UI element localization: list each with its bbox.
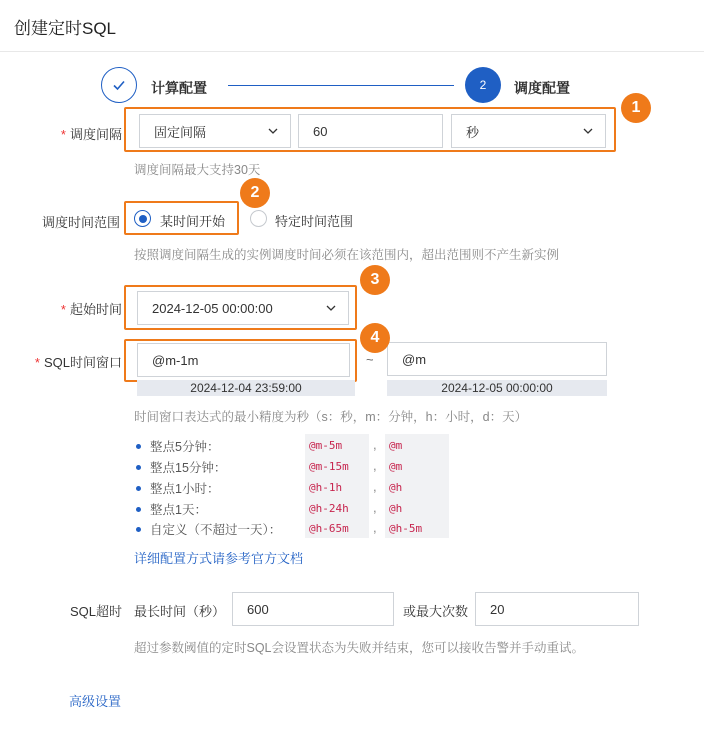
step-1-label: 计算配置: [151, 80, 207, 96]
example-from: @h-65m: [309, 522, 349, 535]
title-divider: [0, 51, 704, 52]
example-from: @m-15m: [309, 460, 349, 473]
radio-start-from[interactable]: [134, 210, 151, 227]
example-label: 自定义（不超过一天）：: [150, 523, 282, 537]
bullet: [136, 507, 141, 512]
max-time-label: 最长时间（秒）: [134, 604, 226, 619]
example-to: @h: [389, 481, 403, 494]
window-tilde: ~: [366, 352, 374, 367]
schedule-interval-label: * 调度间隔: [60, 127, 122, 142]
bullet: [136, 486, 141, 491]
window-from-preview: 2024-12-04 23:59:00: [137, 380, 355, 396]
advanced-settings-link[interactable]: 高级设置: [69, 694, 122, 709]
step-2-label: 调度配置: [514, 80, 570, 96]
example-sep: ,: [373, 520, 377, 535]
interval-amount-input[interactable]: 60: [298, 114, 443, 148]
example-sep: ,: [373, 479, 377, 494]
callout-badge-2: 2: [240, 178, 270, 208]
example-from: @h-24h: [309, 502, 349, 515]
callout-badge-3: 3: [360, 265, 390, 295]
start-time-picker[interactable]: 2024-12-05 00:00:00: [137, 291, 349, 325]
doc-link[interactable]: 详细配置方式请参考官方文档: [134, 551, 304, 566]
interval-type-select[interactable]: 固定间隔: [139, 114, 291, 148]
chevron-down-icon: [268, 126, 278, 136]
example-to: @m: [389, 439, 403, 452]
step-2-number: 2: [479, 78, 487, 92]
step-1-circle: [101, 67, 137, 103]
example-label: 整点15分钟：: [150, 461, 227, 475]
chevron-down-icon: [326, 303, 336, 313]
bullet: [136, 465, 141, 470]
window-from-input[interactable]: @m-1m: [137, 343, 350, 377]
example-sep: ,: [373, 437, 377, 452]
interval-unit-select[interactable]: 秒: [451, 114, 606, 148]
sql-timeout-label: SQL超时: [69, 604, 122, 619]
window-to-input[interactable]: @m: [387, 342, 607, 376]
radio-specific-range[interactable]: [250, 210, 267, 227]
example-label: 整点1小时：: [150, 482, 220, 496]
max-count-input[interactable]: 20: [475, 592, 639, 626]
window-to-preview: 2024-12-05 00:00:00: [387, 380, 607, 396]
example-to: @h-5m: [389, 522, 423, 535]
example-from: @m-5m: [309, 439, 343, 452]
check-icon: [112, 78, 126, 92]
example-sep: ,: [373, 500, 377, 515]
example-label: 整点5分钟：: [150, 440, 220, 454]
step-connector: [228, 85, 454, 86]
callout-badge-1: 1: [621, 93, 651, 123]
max-time-input[interactable]: 600: [232, 592, 394, 626]
example-to: @m: [389, 460, 403, 473]
bullet: [136, 527, 141, 532]
example-sep: ,: [373, 458, 377, 473]
callout-badge-4: 4: [360, 323, 390, 353]
radio-specific-range-label[interactable]: 特定时间范围: [275, 214, 354, 229]
step-2-circle: [465, 67, 501, 103]
start-time-label: * 起始时间: [60, 302, 122, 317]
example-to: @h: [389, 502, 403, 515]
bullet: [136, 444, 141, 449]
window-hint: 时间窗口表达式的最小精度为秒（s：秒，m：分钟，h：小时，d：天）: [134, 410, 528, 424]
radio-start-from-label[interactable]: 某时间开始: [160, 214, 226, 229]
example-from: @h-1h: [309, 481, 343, 494]
or-max-count-label: 或最大次数: [403, 604, 469, 619]
page-title: 创建定时SQL: [14, 19, 117, 38]
schedule-range-label: 调度时间范围: [41, 215, 120, 230]
schedule-range-hint: 按照调度间隔生成的实例调度时间必须在该范围内，超出范围则不产生新实例: [134, 248, 560, 262]
example-label: 整点1天：: [150, 503, 207, 517]
sql-window-label: * SQL时间窗口: [34, 355, 122, 370]
timeout-hint: 超过参数阈值的定时SQL会设置状态为失败并结束，您可以接收告警并手动重试。: [134, 641, 585, 655]
chevron-down-icon: [583, 126, 593, 136]
interval-hint: 调度间隔最大支持30天: [134, 163, 261, 177]
